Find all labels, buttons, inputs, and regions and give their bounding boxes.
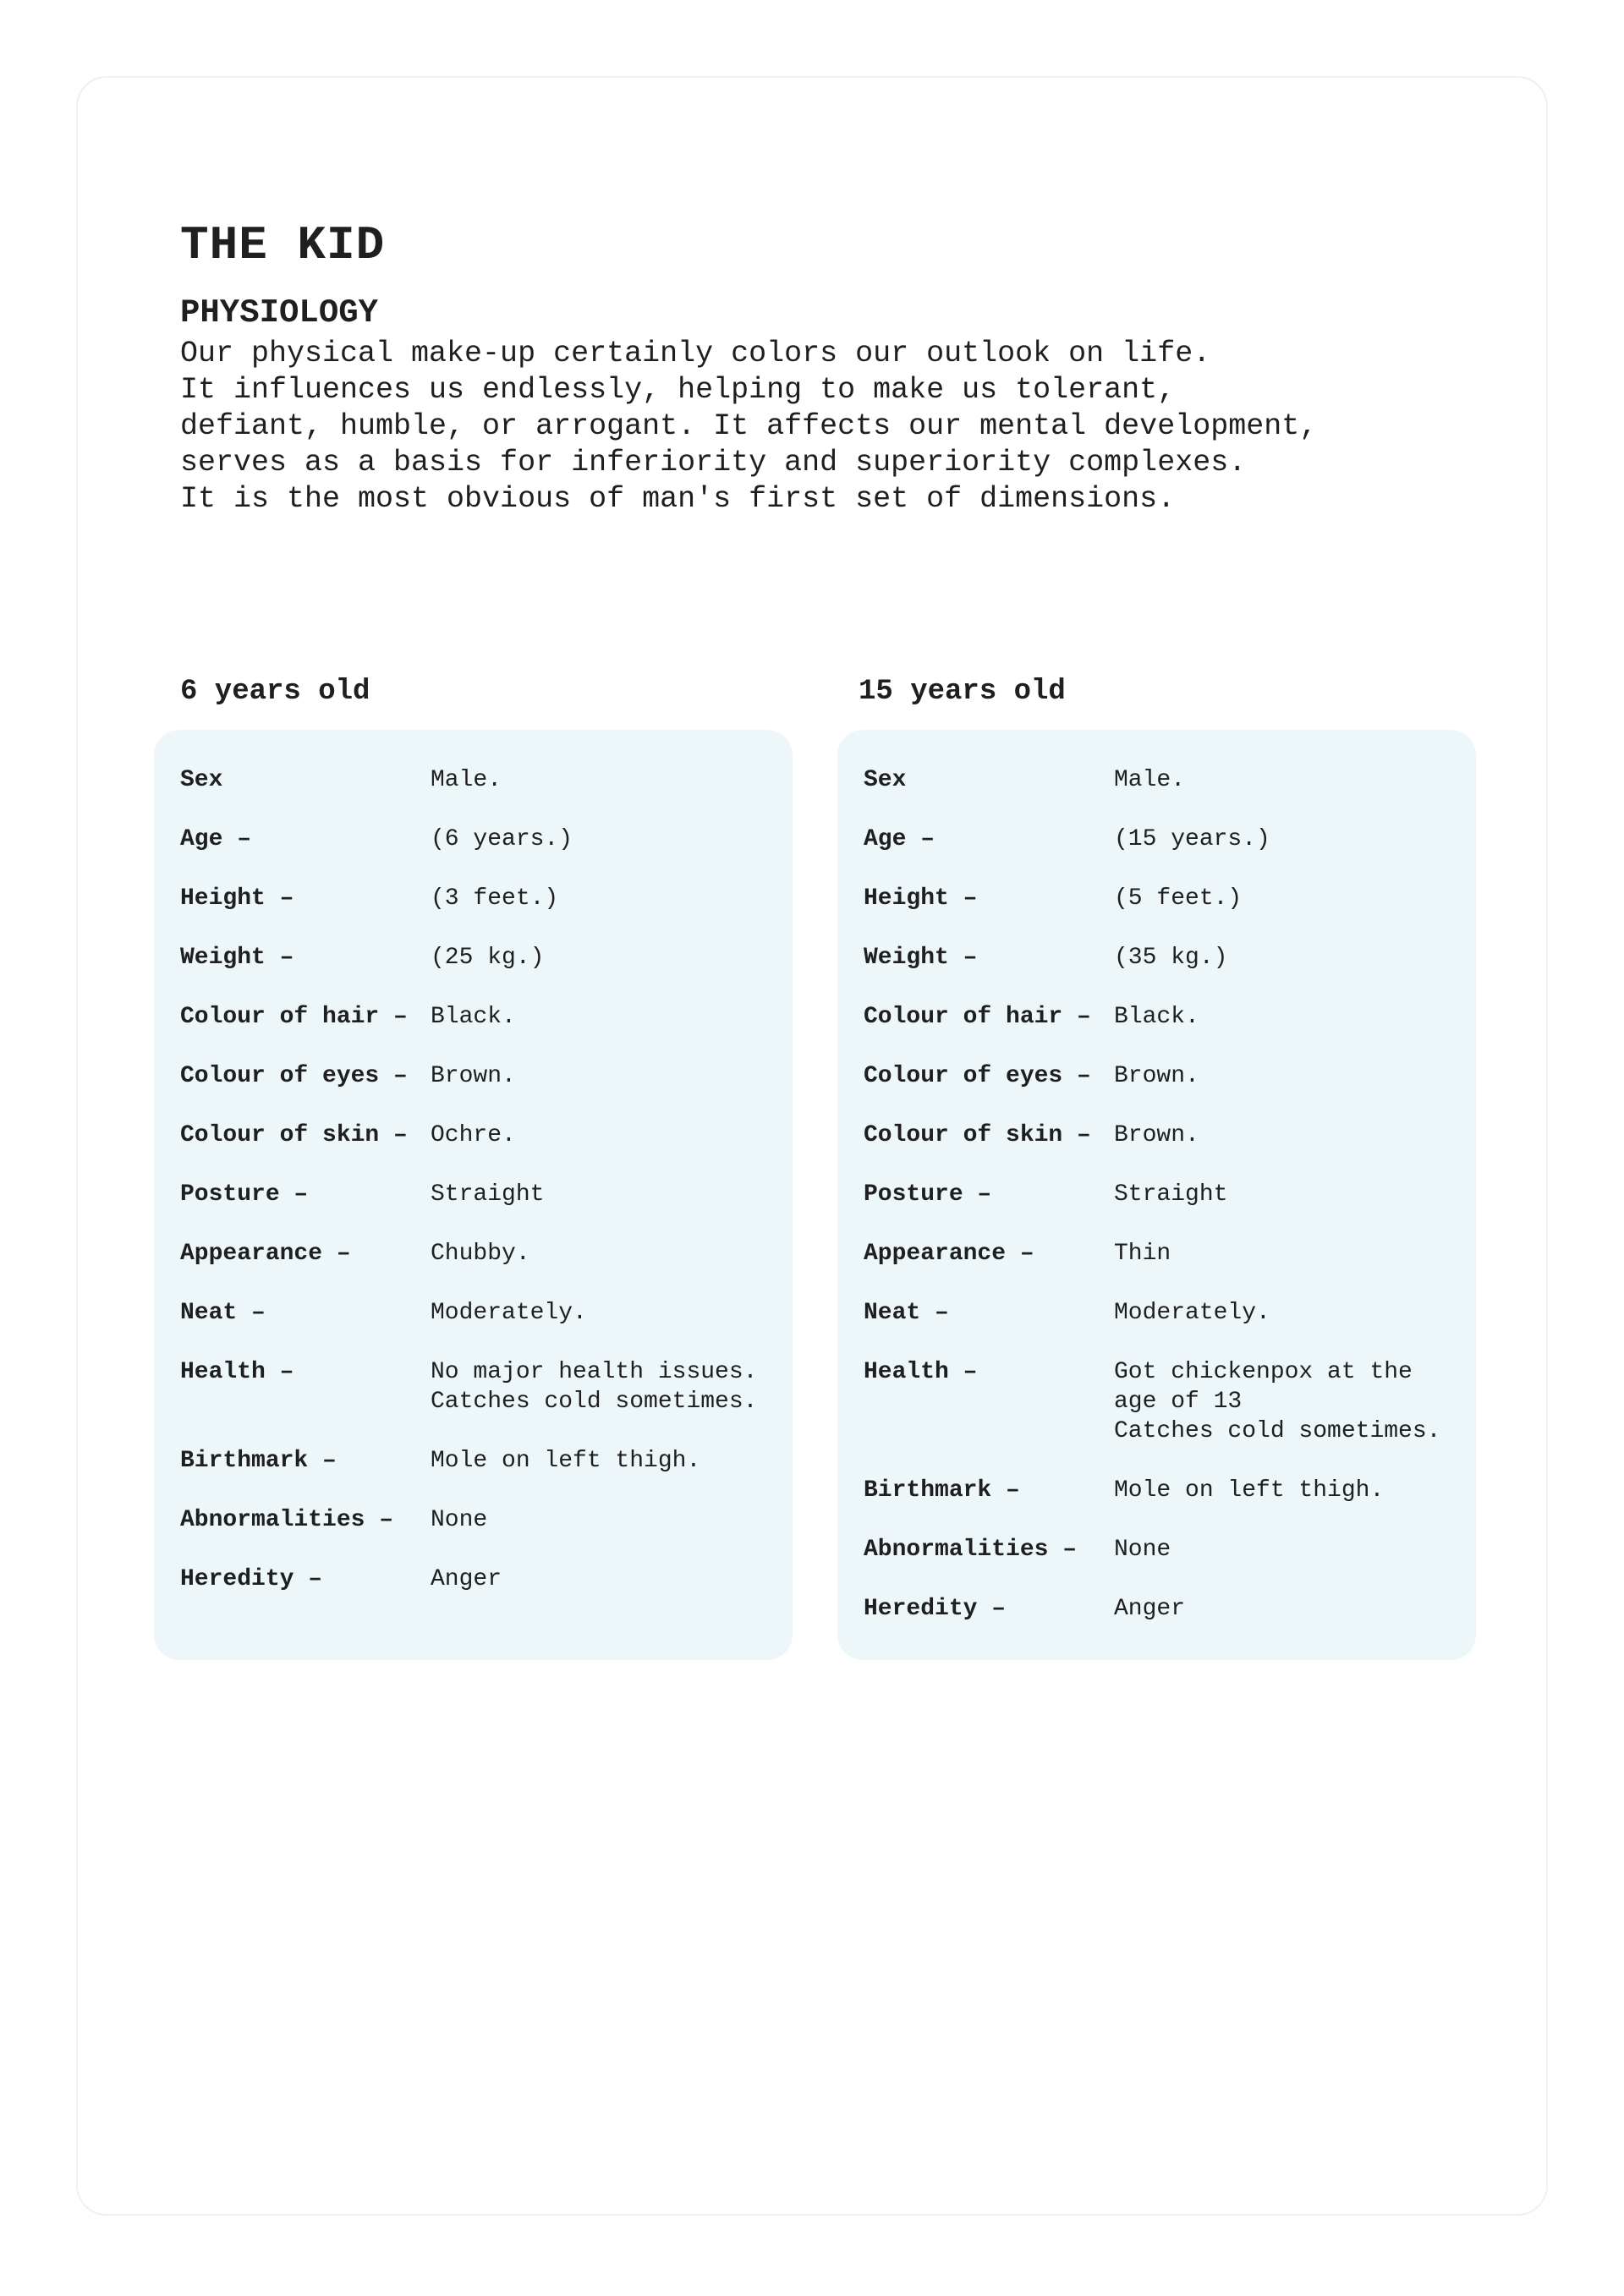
attribute-row [154, 1505, 793, 1535]
attribute-row [837, 1239, 1476, 1269]
attribute-label: Age – [864, 826, 935, 852]
intro-paragraph [180, 336, 1449, 518]
attribute-row [154, 1564, 793, 1594]
attribute-row [154, 1061, 793, 1091]
attribute-value: Anger [431, 1566, 502, 1592]
attribute-row [154, 943, 793, 973]
attribute-row [154, 1357, 793, 1417]
intro-line: It is the most obvious of man's first set of dimensions. [180, 482, 1176, 516]
attribute-label: Birthmark – [864, 1477, 1020, 1504]
attribute-label: Weight – [180, 945, 294, 971]
attribute-label: Abnormalities – [864, 1537, 1078, 1563]
profile-card-15-years [837, 730, 1476, 1660]
attribute-row [837, 1121, 1476, 1150]
attribute-row [837, 1180, 1476, 1209]
attribute-label: Heredity – [180, 1566, 323, 1592]
attribute-value: Thin [1114, 1241, 1171, 1267]
attribute-value: Male. [1114, 767, 1186, 793]
attribute-label: Weight – [864, 945, 978, 971]
intro-line: Our physical make-up certainly colors our outlook on life. [180, 337, 1211, 370]
attribute-value: Male. [431, 767, 502, 793]
attribute-value: Chubby. [431, 1241, 530, 1267]
intro-line: serves as a basis for inferiority and superiority complexes. [180, 446, 1247, 479]
attribute-row [837, 884, 1476, 913]
attribute-label: Sex [864, 767, 907, 793]
page-title: THE KID [180, 218, 386, 272]
intro-line: defiant, humble, or arrogant. It affects our mental development, [180, 409, 1318, 443]
attribute-row [837, 1298, 1476, 1328]
attribute-label: Posture – [180, 1181, 309, 1208]
attribute-row [154, 884, 793, 913]
attribute-row [837, 765, 1476, 795]
attribute-value: Got chickenpox at the age of 13 Catches cold sometimes. [1114, 1359, 1441, 1444]
attribute-value: Brown. [1114, 1122, 1199, 1148]
attribute-label: Sex [180, 767, 223, 793]
attribute-value: Straight [1114, 1181, 1228, 1208]
attribute-value: Black. [1114, 1004, 1199, 1030]
attribute-value: (5 feet.) [1114, 885, 1243, 912]
attribute-label: Colour of skin – [864, 1122, 1091, 1148]
attribute-value: Straight [431, 1181, 545, 1208]
attribute-label: Neat – [180, 1300, 266, 1326]
attribute-label: Posture – [864, 1181, 992, 1208]
attribute-value: Brown. [431, 1063, 516, 1089]
attribute-value: (15 years.) [1114, 826, 1270, 852]
attribute-row [154, 1239, 793, 1269]
attribute-label: Colour of eyes – [864, 1063, 1091, 1089]
attribute-label: Abnormalities – [180, 1507, 394, 1533]
attribute-value: Mole on left thigh. [431, 1448, 701, 1474]
attribute-label: Colour of hair – [864, 1004, 1091, 1030]
attribute-label: Height – [180, 885, 294, 912]
attribute-row [154, 1180, 793, 1209]
attribute-value: Anger [1114, 1596, 1186, 1622]
attribute-row [154, 1121, 793, 1150]
attribute-value: (35 kg.) [1114, 945, 1228, 971]
attribute-label: Birthmark – [180, 1448, 337, 1474]
attribute-value: Brown. [1114, 1063, 1199, 1089]
attribute-value: Black. [431, 1004, 516, 1030]
attribute-row [837, 1002, 1476, 1032]
attribute-label: Colour of hair – [180, 1004, 408, 1030]
attribute-value: Moderately. [431, 1300, 587, 1326]
intro-line: It influences us endlessly, helping to make us tolerant, [180, 373, 1176, 407]
attribute-row [154, 1002, 793, 1032]
attribute-value: None [1114, 1537, 1171, 1563]
attribute-label: Colour of eyes – [180, 1063, 408, 1089]
attribute-label: Health – [180, 1359, 294, 1385]
attribute-value: Mole on left thigh. [1114, 1477, 1385, 1504]
attribute-value: (3 feet.) [431, 885, 559, 912]
attribute-label: Heredity – [864, 1596, 1007, 1622]
attribute-value: Moderately. [1114, 1300, 1270, 1326]
attribute-row [154, 1446, 793, 1476]
attribute-value: No major health issues. Catches cold sometimes. [431, 1359, 758, 1415]
profile-heading-6-years: 6 years old [180, 676, 370, 708]
profile-heading-15-years: 15 years old [859, 676, 1066, 708]
attribute-row [154, 1298, 793, 1328]
attribute-label: Neat – [864, 1300, 949, 1326]
attribute-value: (6 years.) [431, 826, 573, 852]
attribute-value: None [431, 1507, 488, 1533]
attribute-row [837, 1357, 1476, 1446]
attribute-row [154, 765, 793, 795]
attribute-value: (25 kg.) [431, 945, 545, 971]
profile-card-6-years [154, 730, 793, 1660]
attribute-row [837, 1061, 1476, 1091]
attribute-label: Age – [180, 826, 252, 852]
attribute-label: Colour of skin – [180, 1122, 408, 1148]
attribute-row [837, 1535, 1476, 1564]
attribute-label: Appearance – [864, 1241, 1034, 1267]
attribute-label: Health – [864, 1359, 978, 1385]
attribute-row [837, 943, 1476, 973]
attribute-label: Appearance – [180, 1241, 351, 1267]
attribute-row [837, 1594, 1476, 1624]
attribute-row [837, 825, 1476, 854]
attribute-label: Height – [864, 885, 978, 912]
attribute-row [154, 825, 793, 854]
section-title: PHYSIOLOGY [180, 294, 379, 332]
attribute-row [837, 1476, 1476, 1505]
attribute-value: Ochre. [431, 1122, 516, 1148]
